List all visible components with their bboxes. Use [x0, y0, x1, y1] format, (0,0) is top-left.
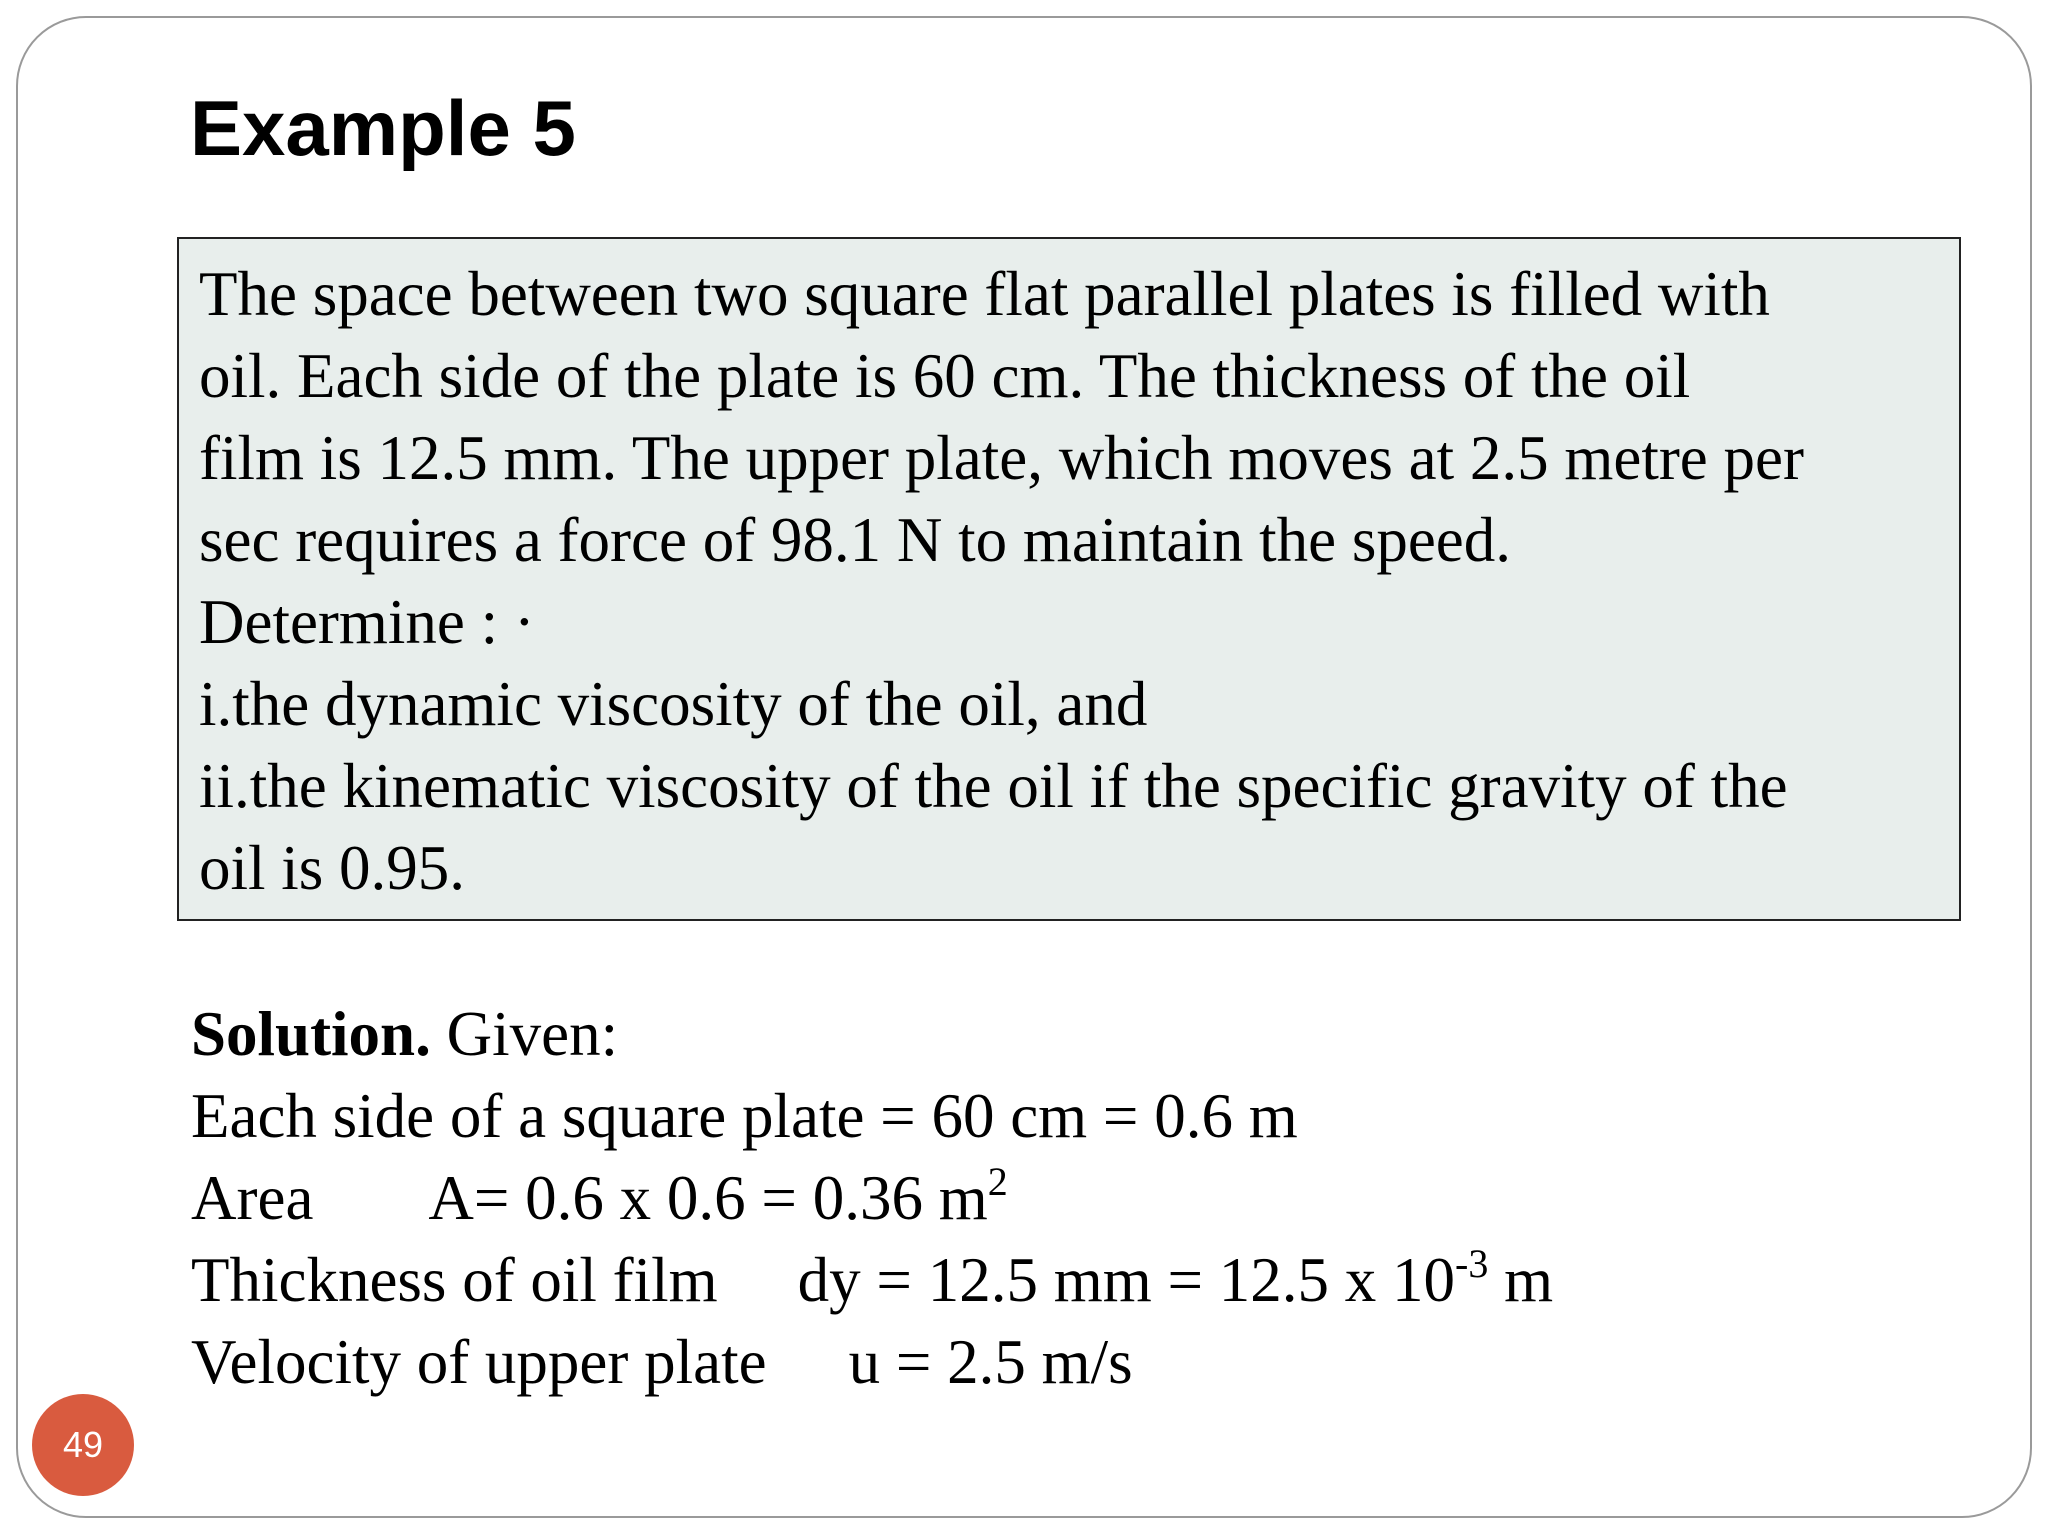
area-exponent: 2: [987, 1159, 1008, 1204]
problem-line: sec requires a force of 98.1 N to maintain the speed.: [199, 505, 1512, 575]
thickness-label: Thickness of oil film: [191, 1245, 718, 1315]
area-label: Area: [191, 1163, 314, 1233]
problem-line: ii.the kinematic viscosity of the oil if the specific gravity of the: [199, 751, 1788, 821]
solution-heading-line: [191, 993, 1553, 1075]
page-number-badge: 49: [32, 1394, 134, 1496]
thickness-exponent: -3: [1455, 1241, 1489, 1286]
solution-heading: Solution.: [191, 999, 431, 1069]
problem-line: oil. Each side of the plate is 60 cm. The thickness of the oil: [199, 341, 1691, 411]
area-value: A= 0.6 x 0.6 = 0.36 m: [428, 1163, 988, 1233]
thickness-value: dy = 12.5 mm = 12.5 x 10: [797, 1245, 1455, 1315]
problem-line: The space between two square flat parallel plates is filled with: [199, 259, 1770, 329]
slide-title: Example 5: [190, 84, 576, 172]
problem-line: Determine : ·: [199, 587, 535, 657]
solution-section: [191, 993, 1553, 1403]
problem-line: i.the dynamic viscosity of the oil, and: [199, 669, 1148, 739]
side-length-line: Each side of a square plate = 60 cm = 0.6 m: [191, 1081, 1298, 1151]
thickness-line: [191, 1239, 1553, 1321]
velocity-line: [191, 1321, 1553, 1403]
velocity-label: Velocity of upper plate: [191, 1327, 767, 1397]
area-line: [191, 1157, 1553, 1239]
problem-statement-box: [177, 237, 1961, 921]
problem-line: oil is 0.95.: [199, 833, 466, 903]
solution-heading-rest: Given:: [430, 999, 619, 1069]
problem-line: film is 12.5 mm. The upper plate, which moves at 2.5 metre per: [199, 423, 1804, 493]
thickness-unit: m: [1488, 1245, 1554, 1315]
velocity-value: u = 2.5 m/s: [848, 1327, 1133, 1397]
slide: [16, 16, 2032, 1518]
